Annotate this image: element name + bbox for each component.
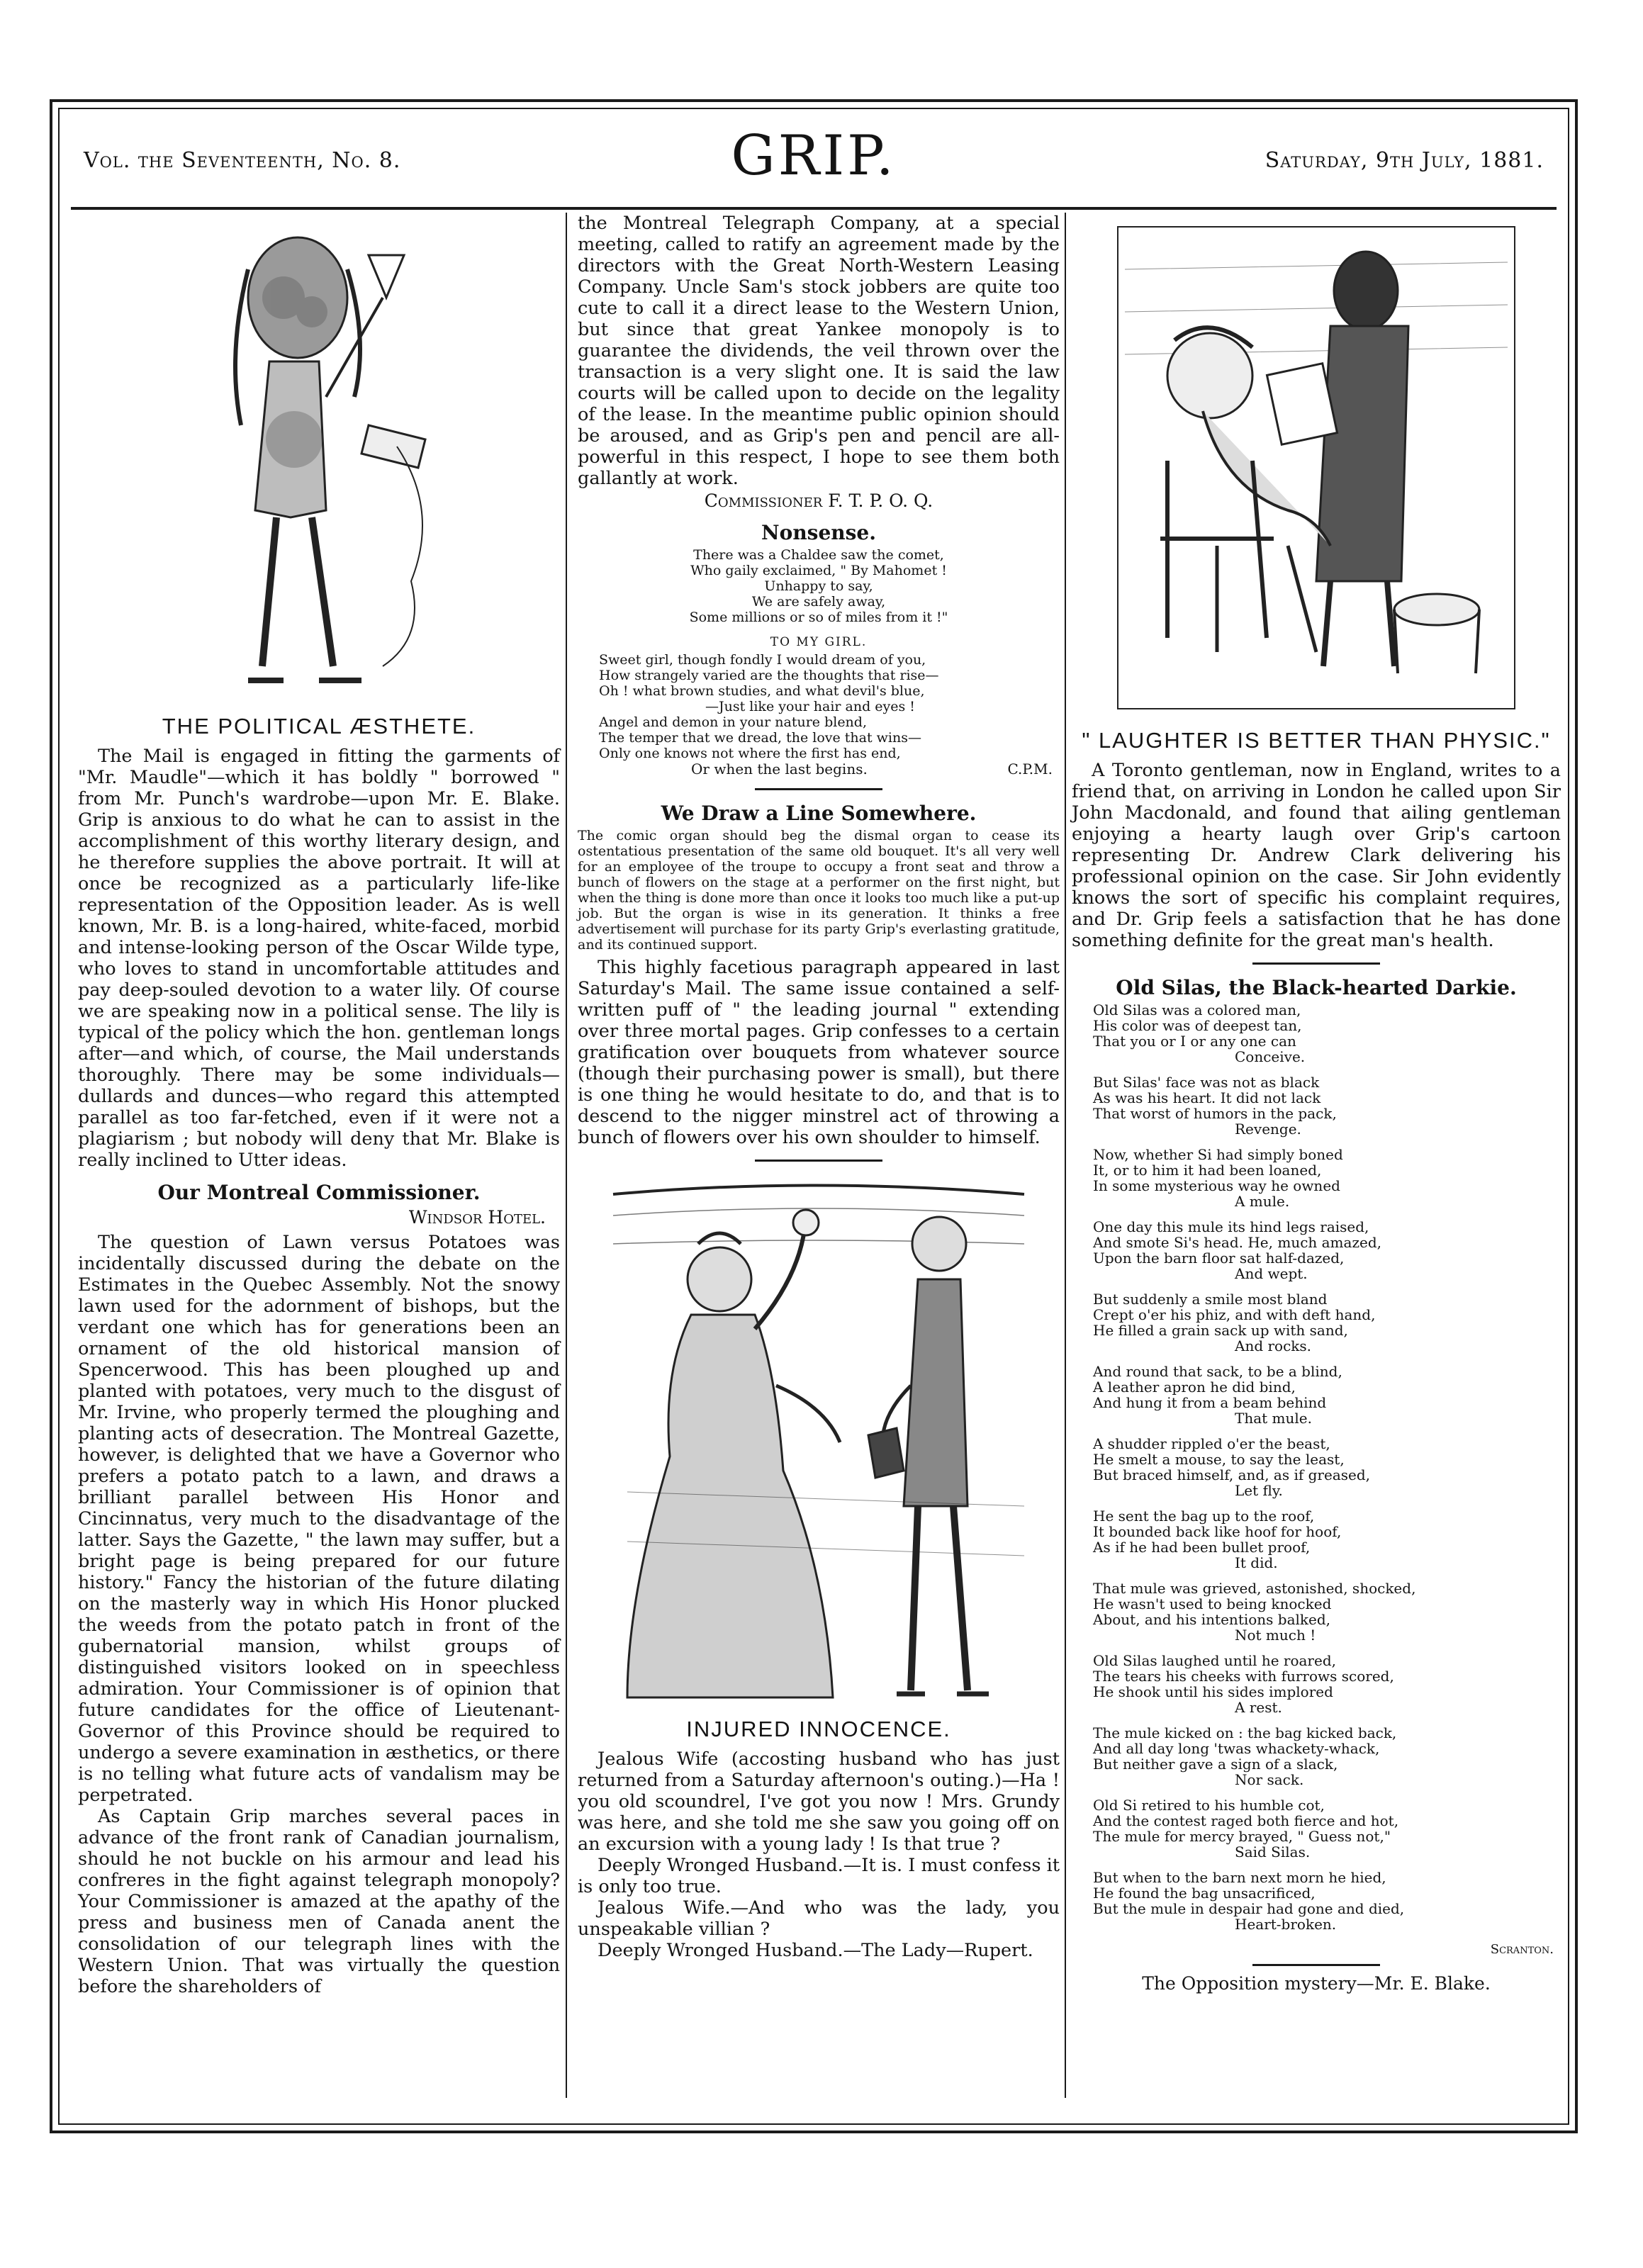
poem-line: Crept o'er his phiz, and with deft hand,	[1093, 1306, 1376, 1323]
poem-stanza	[1093, 1653, 1561, 1715]
poem-line: Nor sack.	[1235, 1771, 1304, 1788]
poem-stanza	[1093, 1797, 1561, 1860]
poem-line: Who gaily exclaimed, " By Mahomet !	[690, 563, 947, 578]
poem-line: The mule for mercy brayed, " Guess not,"	[1093, 1828, 1391, 1845]
poem-line: Oh ! what brown studies, and what devil's blue,	[599, 683, 925, 699]
poem-line: Said Silas.	[1235, 1843, 1311, 1860]
poem-line: Some millions or so of miles from it !"	[689, 610, 948, 625]
commissioner-signature: Commissioner F. T. P. O. Q.	[704, 490, 933, 511]
poem-line: But braced himself, and, as if greased,	[1093, 1466, 1371, 1483]
poem-line: And the contest raged both fierce and hot,	[1093, 1812, 1399, 1829]
poem-line: Upon the barn floor sat half-dazed,	[1093, 1250, 1345, 1267]
poem-last-line-row	[599, 761, 1053, 777]
poem-stanza	[1093, 1870, 1561, 1932]
poem-line: That worst of humors in the pack,	[1093, 1105, 1337, 1122]
poem-title: TO MY GIRL.	[770, 635, 868, 649]
poem-stanza	[1093, 1147, 1561, 1209]
quoted-paragraph: The comic organ should beg the dismal organ to cease its ostentatious presentation of the same old bouquet. It's all very well for an employee of the troupe to occupy a front seat and throw a bunch of flowers on the stage at a performer on the first night, but when the thing is done more than once it looks too much like a put-up job. But the organ is wise in its generation. It thinks a free advertisement will purchase for its party Grip's everlasting gratitude, and its continued support.	[578, 828, 1060, 953]
dialogue-line: Deeply Wronged Husband.—It is. I must confess it is only too true.	[578, 1855, 1060, 1897]
poem-line: Now, whether Si had simply boned	[1093, 1146, 1343, 1163]
poem-line: There was a Chaldee saw the comet,	[693, 547, 944, 563]
poem-line: He wasn't used to being knocked	[1093, 1595, 1332, 1612]
poem-line: Old Silas was a colored man,	[1093, 1001, 1301, 1018]
aesthete-caricature-illustration	[142, 213, 496, 709]
poem-heading: Old Silas, the Black-hearted Darkie.	[1116, 976, 1517, 999]
section-divider	[755, 788, 882, 790]
poem-line: He smelt a mouse, to say the least,	[1093, 1451, 1345, 1468]
section-divider	[1252, 962, 1380, 965]
poem-line: Unhappy to say,	[764, 578, 873, 594]
poem-line: Conceive.	[1235, 1048, 1306, 1065]
closing-line: The Opposition mystery—Mr. E. Blake.	[1142, 1973, 1491, 1994]
dialogue-line: Jealous Wife (accosting husband who has just returned from a Saturday afternoon's outing.)—Ha ! you old scoundrel, I've got you now ! Mrs. Grundy was here, and she told me she saw you going off on an excursion with a young lady ! Is that true ?	[578, 1748, 1060, 1855]
poem-signature: Scranton.	[1490, 1942, 1554, 1957]
poem-line: —Just like your hair and eyes !	[705, 699, 915, 714]
dialogue-line: Deeply Wronged Husband.—The Lady—Rupert.	[598, 1940, 1033, 1961]
poem-line: His color was of deepest tan,	[1093, 1017, 1302, 1034]
aesthete-paragraph: The Mail is engaged in fitting the garments of "Mr. Maudle"—which it has boldly " borrowed " from Mr. Punch's wardrobe—upon Mr. E. Blake. Grip is anxious to do what he can to assist in the accomplishment of this worthy literary design, and he therefore supplies the above portrait. It will at once be recognized as a particularly life-like representation of the Opposition leader. As is well known, Mr. B. is a long-haired, white-faced, morbid and intense-looking person of the Oscar Wilde type, who loves to stand in uncomfortable attitudes and pay deep-souled devotion to a water lily. Of course we are speaking now in a political sense. The lily is typical of the policy which the hon. gentleman longs after—and which, of course, the Mail understands thoroughly. There may be some individuals—dullards and dunces—who regard this attempted parallel as too far-fetched, even if it were not a plagiarism ; but nobody will deny that Mr. Blake is really inclined to Utter ideas.	[78, 746, 560, 1171]
poem-line: But neither gave a sign of a slack,	[1093, 1756, 1338, 1773]
poem-line: And rocks.	[1235, 1337, 1312, 1354]
column-divider-1	[566, 213, 567, 2098]
nonsense-poem	[578, 547, 1060, 625]
poem-stanza	[1093, 1725, 1561, 1787]
poem-line: And wept.	[1235, 1265, 1308, 1282]
poem-stanza	[1093, 1436, 1561, 1498]
poem-line: That you or I or any one can	[1093, 1033, 1296, 1050]
poem-line: But suddenly a smile most bland	[1093, 1291, 1328, 1308]
poem-line: Let fly.	[1235, 1482, 1283, 1499]
article-location: Windsor Hotel.	[408, 1207, 546, 1228]
article-paragraph: A Toronto gentleman, now in England, writes to a friend that, on arriving in London he called upon Sir John Macdonald, and found that ailing gentleman enjoying a hearty laugh over Grip's cartoon representing Dr. Andrew Clark delivering his professional opinion on the case. Sir John evidently knows the sort of specific his complaint requires, and Dr. Grip feels a satisfaction that he has done something definite for the great man's health.	[1072, 760, 1561, 951]
poem-signature: C.P.M.	[1007, 760, 1053, 777]
section-divider	[755, 1160, 882, 1162]
poem-line: Only one knows not where the first has end,	[599, 746, 901, 761]
illustration-caption: " LAUGHTER IS BETTER THAN PHYSIC."	[1082, 728, 1551, 753]
poem-line: But when to the barn next morn he hied,	[1093, 1869, 1386, 1886]
laughing-statesman-illustration	[1104, 213, 1529, 723]
poem-line: As was his heart. It did not lack	[1093, 1089, 1321, 1106]
poem-line: He sent the bag up to the roof,	[1093, 1508, 1315, 1525]
column-divider-2	[1065, 213, 1066, 2098]
poem-line: A mule.	[1235, 1193, 1290, 1210]
poem-line: One day this mule its hind legs raised,	[1093, 1218, 1369, 1235]
poem-line: And smote Si's head. He, much amazed,	[1093, 1234, 1381, 1251]
poem-line: But the mule in despair had gone and died,	[1093, 1900, 1405, 1917]
dialogue-line: Jealous Wife.—And who was the lady, you unspeakable villian ?	[578, 1897, 1060, 1940]
poem-line: And hung it from a beam behind	[1093, 1394, 1327, 1411]
poem-stanza	[1093, 1291, 1561, 1354]
poem-line: It did.	[1235, 1554, 1278, 1571]
poem-line: A shudder rippled o'er the beast,	[1093, 1435, 1330, 1452]
poem-line: Heart-broken.	[1235, 1916, 1337, 1933]
column-two	[578, 213, 1060, 1961]
poem-stanza	[1093, 1219, 1561, 1281]
couple-argument-illustration	[599, 1173, 1038, 1712]
poem-line: It bounded back like hoof for hoof,	[1093, 1523, 1342, 1540]
poem-line: Or when the last begins.	[691, 760, 868, 777]
newspaper-title: GRIP.	[731, 124, 897, 188]
illustration-caption: INJURED INNOCENCE.	[686, 1717, 951, 1741]
masthead	[71, 124, 1557, 202]
poem-line: About, and his intentions balked,	[1093, 1611, 1331, 1628]
poem-line: Old Si retired to his humble cot,	[1093, 1797, 1325, 1814]
poem-stanza	[1093, 1508, 1561, 1571]
poem-line: And round that sack, to be a blind,	[1093, 1363, 1342, 1380]
poem-line: A leather apron he did bind,	[1093, 1379, 1296, 1396]
article-paragraph: As Captain Grip marches several paces in advance of the front rank of Canadian journalism, should he not buckle on his armour and lead his confreres in the fight against telegraph monopoly? Your Commissioner is amazed at the apathy of the press and business men of Canada anent the consolidation of our telegraph lines with the Western Union. That was virtually the question before the shareholders of	[78, 1806, 560, 1997]
poem-line: But Silas' face was not as black	[1093, 1074, 1320, 1091]
poem-stanza	[1093, 1074, 1561, 1137]
poem-line: Sweet girl, though fondly I would dream of you,	[599, 652, 926, 668]
poem-stanza	[1093, 1581, 1561, 1643]
poem-line: How strangely varied are the thoughts that rise—	[599, 668, 939, 683]
poem-line: He shook until his sides implored	[1093, 1683, 1333, 1700]
nonsense-heading: Nonsense.	[761, 521, 876, 544]
article-paragraph: The question of Lawn versus Potatoes was incidentally discussed during the debate on the Estimates in the Quebec Assembly. Not the snowy lawn used for the adornment of bishops, but the verdant one which has for generations been an ornament of the old historical mansion of Spencerwood. This has been ploughed up and planted with potatoes, very much to the disgust of Mr. Irvine, who properly termed the ploughing and planting acts of desecration. The Montreal Gazette, however, is delighted that we have a Governor who prefers a potato patch to a lawn, and draws a brilliant parallel between His Honor and Cincinnatus, very much to the disadvantage of the latter. Says the Gazette, " the lawn may suffer, but a bright page is being prepared for our future history." Fancy the historian of the future dilating on the masterly way in which His Honor plucked the weeds from the potato patch in front of the gubernatorial mansion, whilst groups of distinguished visitors looked on in speechless admiration. Your Commissioner is of opinion that future candidates for the office of Lieutenant-Governor of this Province should be required to undergo a severe examination in æsthetics, or there is no telling what future acts of vandalism may be perpetrated.	[78, 1232, 560, 1806]
poem-line: In some mysterious way he owned	[1093, 1177, 1340, 1194]
poem-line: And all day long 'twas whackety-whack,	[1093, 1740, 1380, 1757]
poem-line: The mule kicked on : the bag kicked back,	[1093, 1724, 1397, 1741]
poem-line: As if he had been bullet proof,	[1093, 1539, 1311, 1556]
article-heading: We Draw a Line Somewhere.	[661, 802, 977, 825]
poem-line: A rest.	[1235, 1699, 1282, 1716]
column-one	[78, 213, 560, 1997]
issue-date: Saturday, 9th July, 1881.	[1265, 148, 1544, 173]
column-three	[1072, 213, 1561, 1994]
poem-line: Not much !	[1235, 1627, 1316, 1644]
poem-line: He found the bag unsacrificed,	[1093, 1885, 1316, 1902]
poem-line: That mule.	[1235, 1410, 1312, 1427]
poem-stanza	[1093, 1002, 1561, 1065]
masthead-rule	[71, 207, 1557, 210]
volume-number: Vol. the Seventeenth, No. 8.	[84, 148, 401, 173]
article-paragraph: This highly facetious paragraph appeared in last Saturday's Mail. The same issue contained a self-written puff of " the leading journal " extending over three mortal pages. Grip confesses to a certain gratification over bouquets from whatever source (though their purchasing power is small), but there is one thing he would hesitate to do, and that is to descend to the nigger minstrel act of throwing a bunch of flowers over his own shoulder to himself.	[578, 957, 1060, 1148]
poem-line: It, or to him it had been loaned,	[1093, 1162, 1322, 1179]
poem-line: That mule was grieved, astonished, shocked,	[1093, 1580, 1416, 1597]
poem-stanza	[1093, 1364, 1561, 1426]
poem-line: Revenge.	[1235, 1121, 1301, 1138]
article-continuation: the Montreal Telegraph Company, at a special meeting, called to ratify an agreement made by the directors with the Great North-Western Leasing Company. Uncle Sam's stock jobbers are quite too cute to call it a direct lease to the Western Union, but since that great Yankee monopoly is to guarantee the dividends, the veil thrown over the transaction is a very slight one. It is said the law courts will be called upon to decide on the legality of the lease. In the meantime public opinion should be aroused, and as Grip's pen and pencil are all-powerful in this respect, I hope to see them both gallantly at work.	[578, 213, 1060, 489]
poem-line: The temper that we dread, the love that wins—	[599, 730, 921, 746]
poem-line: We are safely away,	[751, 594, 886, 610]
silas-poem	[1093, 1002, 1561, 1932]
poem-line: He filled a grain sack up with sand,	[1093, 1322, 1348, 1339]
poem-line: The tears his cheeks with furrows scored,	[1093, 1668, 1394, 1685]
poem-line: Old Silas laughed until he roared,	[1093, 1652, 1336, 1669]
article-heading: Our Montreal Commissioner.	[157, 1181, 481, 1204]
poem-line: Angel and demon in your nature blend,	[599, 714, 867, 730]
section-divider	[1252, 1964, 1380, 1966]
illustration-caption: THE POLITICAL ÆSTHETE.	[162, 714, 476, 739]
girl-poem	[599, 652, 1060, 761]
